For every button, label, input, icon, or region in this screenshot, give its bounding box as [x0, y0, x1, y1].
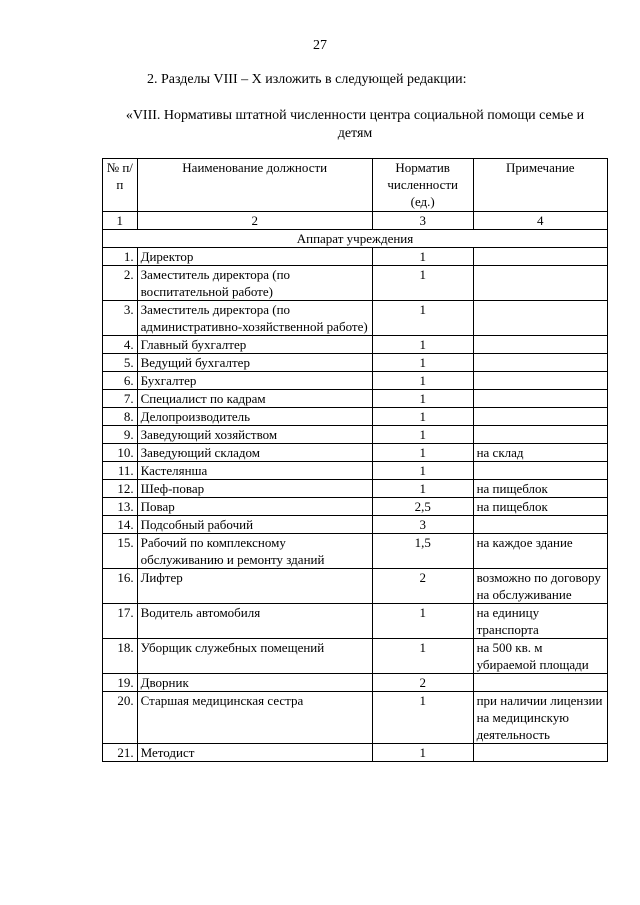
row-note [473, 426, 607, 444]
row-norm: 2 [372, 569, 473, 604]
row-number: 5. [103, 354, 138, 372]
table-row [103, 498, 608, 516]
row-number: 15. [103, 534, 138, 569]
table-row [103, 248, 608, 266]
row-note [473, 744, 607, 762]
table-row [103, 569, 608, 604]
table-row [103, 372, 608, 390]
row-position: Делопроизводитель [137, 408, 372, 426]
row-norm: 2,5 [372, 498, 473, 516]
column-index: 3 [372, 212, 473, 230]
row-position: Водитель автомобиля [137, 604, 372, 639]
column-index: 2 [137, 212, 372, 230]
row-position: Ведущий бухгалтер [137, 354, 372, 372]
group-label: Аппарат учреждения [103, 230, 608, 248]
row-note: при наличии лицензии на медицинскую деятельность [473, 692, 607, 744]
row-number: 2. [103, 266, 138, 301]
row-norm: 1 [372, 480, 473, 498]
row-note: на пищеблок [473, 480, 607, 498]
row-note [473, 390, 607, 408]
header-number: № п/п [103, 159, 138, 212]
table-row [103, 744, 608, 762]
row-norm: 1 [372, 372, 473, 390]
row-position: Уборщик служебных помещений [137, 639, 372, 674]
row-note [473, 408, 607, 426]
table-row [103, 534, 608, 569]
row-position: Подсобный рабочий [137, 516, 372, 534]
row-number: 9. [103, 426, 138, 444]
row-norm: 3 [372, 516, 473, 534]
row-position: Бухгалтер [137, 372, 372, 390]
table-row [103, 266, 608, 301]
row-position: Дворник [137, 674, 372, 692]
staffing-norms-table [102, 158, 608, 762]
table-row [103, 390, 608, 408]
row-number: 13. [103, 498, 138, 516]
row-position: Директор [137, 248, 372, 266]
row-position: Методист [137, 744, 372, 762]
row-position: Специалист по кадрам [137, 390, 372, 408]
page-number: 27 [313, 38, 327, 53]
row-note: на пищеблок [473, 498, 607, 516]
row-number: 11. [103, 462, 138, 480]
row-number: 16. [103, 569, 138, 604]
row-norm: 1 [372, 354, 473, 372]
row-number: 3. [103, 301, 138, 336]
row-note [473, 516, 607, 534]
row-position: Рабочий по комплексному обслуживанию и ремонту зданий [137, 534, 372, 569]
row-number: 12. [103, 480, 138, 498]
column-index: 1 [103, 212, 138, 230]
row-number: 1. [103, 248, 138, 266]
row-number: 4. [103, 336, 138, 354]
header-norm: Норматив численности (ед.) [372, 159, 473, 212]
row-note [473, 372, 607, 390]
row-norm: 1 [372, 639, 473, 674]
row-number: 19. [103, 674, 138, 692]
row-position: Главный бухгалтер [137, 336, 372, 354]
table-row [103, 444, 608, 462]
row-note: возможно по договору на обслуживание [473, 569, 607, 604]
row-number: 20. [103, 692, 138, 744]
row-note [473, 462, 607, 480]
row-number: 21. [103, 744, 138, 762]
section-title: «VIII. Нормативы штатной численности центра социальной помощи семье и детям [125, 108, 585, 141]
table-row [103, 301, 608, 336]
table-row [103, 426, 608, 444]
row-norm: 1 [372, 336, 473, 354]
row-number: 8. [103, 408, 138, 426]
row-note [473, 266, 607, 301]
row-note [473, 248, 607, 266]
table-row [103, 462, 608, 480]
row-number: 17. [103, 604, 138, 639]
table-row [103, 604, 608, 639]
row-norm: 1 [372, 390, 473, 408]
row-position: Заведующий хозяйством [137, 426, 372, 444]
row-position: Заместитель директора (по административно-хозяйственной работе) [137, 301, 372, 336]
table-row [103, 674, 608, 692]
row-position: Лифтер [137, 569, 372, 604]
row-norm: 1 [372, 744, 473, 762]
row-norm: 2 [372, 674, 473, 692]
table-row [103, 639, 608, 674]
table-row [103, 516, 608, 534]
intro-paragraph: 2. Разделы VIII – X изложить в следующей редакции: [147, 72, 467, 87]
row-note [473, 301, 607, 336]
row-note: на единицу транспорта [473, 604, 607, 639]
row-position: Заместитель директора (по воспитательной работе) [137, 266, 372, 301]
row-norm: 1 [372, 604, 473, 639]
row-note: на 500 кв. м убираемой площади [473, 639, 607, 674]
row-number: 6. [103, 372, 138, 390]
row-norm: 1 [372, 426, 473, 444]
row-position: Повар [137, 498, 372, 516]
row-position: Шеф-повар [137, 480, 372, 498]
row-position: Старшая медицинская сестра [137, 692, 372, 744]
row-norm: 1 [372, 266, 473, 301]
row-number: 14. [103, 516, 138, 534]
row-note [473, 354, 607, 372]
row-norm: 1 [372, 444, 473, 462]
row-note [473, 336, 607, 354]
table-header-row [103, 159, 608, 212]
group-row [103, 230, 608, 248]
table-row [103, 354, 608, 372]
row-norm: 1 [372, 301, 473, 336]
table-row [103, 408, 608, 426]
row-position: Кастелянша [137, 462, 372, 480]
table-row [103, 692, 608, 744]
row-number: 10. [103, 444, 138, 462]
row-note: на склад [473, 444, 607, 462]
table-row [103, 336, 608, 354]
column-index: 4 [473, 212, 607, 230]
row-note: на каждое здание [473, 534, 607, 569]
row-position: Заведующий складом [137, 444, 372, 462]
row-norm: 1 [372, 248, 473, 266]
row-norm: 1,5 [372, 534, 473, 569]
row-number: 18. [103, 639, 138, 674]
header-note: Примечание [473, 159, 607, 212]
row-note [473, 674, 607, 692]
header-position: Наименование должности [137, 159, 372, 212]
row-number: 7. [103, 390, 138, 408]
column-index-row [103, 212, 608, 230]
row-norm: 1 [372, 462, 473, 480]
row-norm: 1 [372, 408, 473, 426]
table-row [103, 480, 608, 498]
row-norm: 1 [372, 692, 473, 744]
